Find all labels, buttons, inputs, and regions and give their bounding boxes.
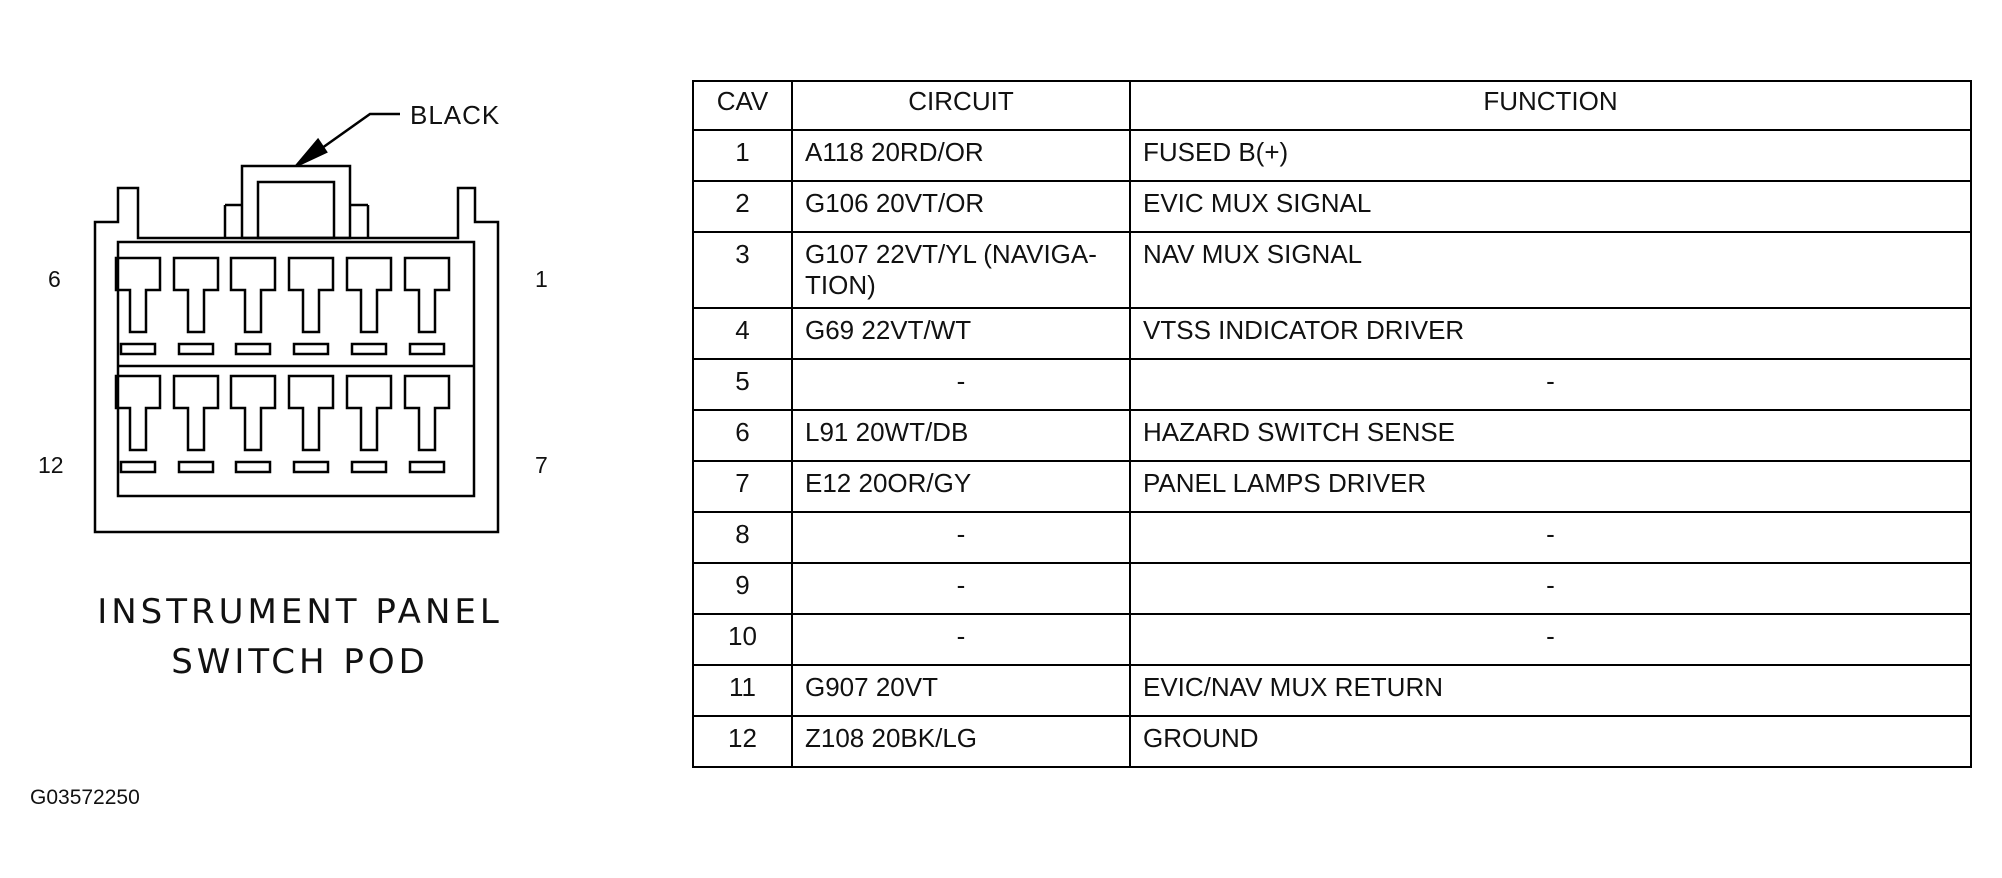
cell-circuit: Z108 20BK/LG — [792, 716, 1130, 767]
cell-circuit: - — [792, 563, 1130, 614]
header-function: FUNCTION — [1130, 81, 1971, 130]
table-row — [693, 130, 1971, 181]
table-row — [693, 359, 1971, 410]
cell-circuit: G69 22VT/WT — [792, 308, 1130, 359]
table-row — [693, 410, 1971, 461]
table-row — [693, 181, 1971, 232]
terminal-slot — [410, 344, 444, 354]
table-row — [693, 232, 1971, 308]
table-row — [693, 308, 1971, 359]
table-row — [693, 716, 1971, 767]
terminal-slot — [352, 344, 386, 354]
cell-cav: 4 — [693, 308, 792, 359]
table-header-row — [693, 81, 1971, 130]
cell-cav: 12 — [693, 716, 792, 767]
cell-cav: 3 — [693, 232, 792, 308]
cell-function: - — [1130, 359, 1971, 410]
cell-cav: 1 — [693, 130, 792, 181]
terminal-cavity — [347, 258, 391, 332]
cell-circuit: - — [792, 512, 1130, 563]
pin-label-7: 7 — [535, 452, 548, 478]
cell-function: PANEL LAMPS DRIVER — [1130, 461, 1971, 512]
cell-function: - — [1130, 614, 1971, 665]
table-row — [693, 461, 1971, 512]
cell-circuit: A118 20RD/OR — [792, 130, 1130, 181]
terminal-slot — [179, 462, 213, 472]
pin-label-1: 1 — [535, 266, 548, 292]
cell-function: HAZARD SWITCH SENSE — [1130, 410, 1971, 461]
cell-circuit: E12 20OR/GY — [792, 461, 1130, 512]
cell-function: EVIC MUX SIGNAL — [1130, 181, 1971, 232]
connector-color-label: BLACK — [410, 100, 501, 130]
terminal-cavity — [231, 376, 275, 450]
cell-circuit: L91 20WT/DB — [792, 410, 1130, 461]
cell-function: VTSS INDICATOR DRIVER — [1130, 308, 1971, 359]
cell-circuit: G907 20VT — [792, 665, 1130, 716]
table-row — [693, 614, 1971, 665]
cell-cav: 2 — [693, 181, 792, 232]
terminal-slot — [294, 462, 328, 472]
cell-circuit: - — [792, 359, 1130, 410]
terminal-cavity — [405, 376, 449, 450]
terminal-cavity — [116, 376, 160, 450]
terminal-slot — [236, 462, 270, 472]
header-circuit: CIRCUIT — [792, 81, 1130, 130]
terminal-cavity — [174, 376, 218, 450]
connector-title-line2: SWITCH POD — [171, 642, 429, 682]
color-leader-arrowhead — [296, 140, 326, 166]
connector-housing-outer — [95, 188, 498, 532]
cell-function: NAV MUX SIGNAL — [1130, 232, 1971, 308]
terminal-cavity — [347, 376, 391, 450]
terminal-cavity — [116, 258, 160, 332]
table-row — [693, 563, 1971, 614]
cell-cav: 10 — [693, 614, 792, 665]
terminal-slot — [121, 344, 155, 354]
pin-label-12: 12 — [38, 452, 64, 478]
cell-function: GROUND — [1130, 716, 1971, 767]
connector-lock-tab-inner — [258, 182, 334, 238]
terminal-slot — [352, 462, 386, 472]
cell-circuit: G106 20VT/OR — [792, 181, 1130, 232]
terminal-slot — [236, 344, 270, 354]
connector-housing-inner — [118, 242, 474, 496]
terminal-slot — [410, 462, 444, 472]
cell-circuit: - — [792, 614, 1130, 665]
terminal-cavity — [405, 258, 449, 332]
table-row — [693, 665, 1971, 716]
table-row — [693, 512, 1971, 563]
cell-function: - — [1130, 563, 1971, 614]
cell-function: - — [1130, 512, 1971, 563]
terminal-cavity — [289, 258, 333, 332]
terminal-cavity — [174, 258, 218, 332]
terminal-slot — [294, 344, 328, 354]
cell-function: EVIC/NAV MUX RETURN — [1130, 665, 1971, 716]
terminal-slot — [121, 462, 155, 472]
cell-function: FUSED B(+) — [1130, 130, 1971, 181]
terminal-cavity — [289, 376, 333, 450]
connector-title-line1: INSTRUMENT PANEL — [97, 592, 503, 632]
cell-cav: 9 — [693, 563, 792, 614]
cell-cav: 11 — [693, 665, 792, 716]
pin-label-6: 6 — [48, 266, 61, 292]
terminal-slot — [179, 344, 213, 354]
cell-circuit: G107 22VT/YL (NAVIGA- TION) — [792, 232, 1130, 308]
header-cav: CAV — [693, 81, 792, 130]
pinout-table — [692, 80, 1972, 768]
terminal-cavity — [231, 258, 275, 332]
figure-id: G03572250 — [30, 786, 140, 809]
cell-cav: 7 — [693, 461, 792, 512]
cell-cav: 6 — [693, 410, 792, 461]
cell-cav: 5 — [693, 359, 792, 410]
cell-cav: 8 — [693, 512, 792, 563]
connector-diagram — [0, 0, 700, 878]
